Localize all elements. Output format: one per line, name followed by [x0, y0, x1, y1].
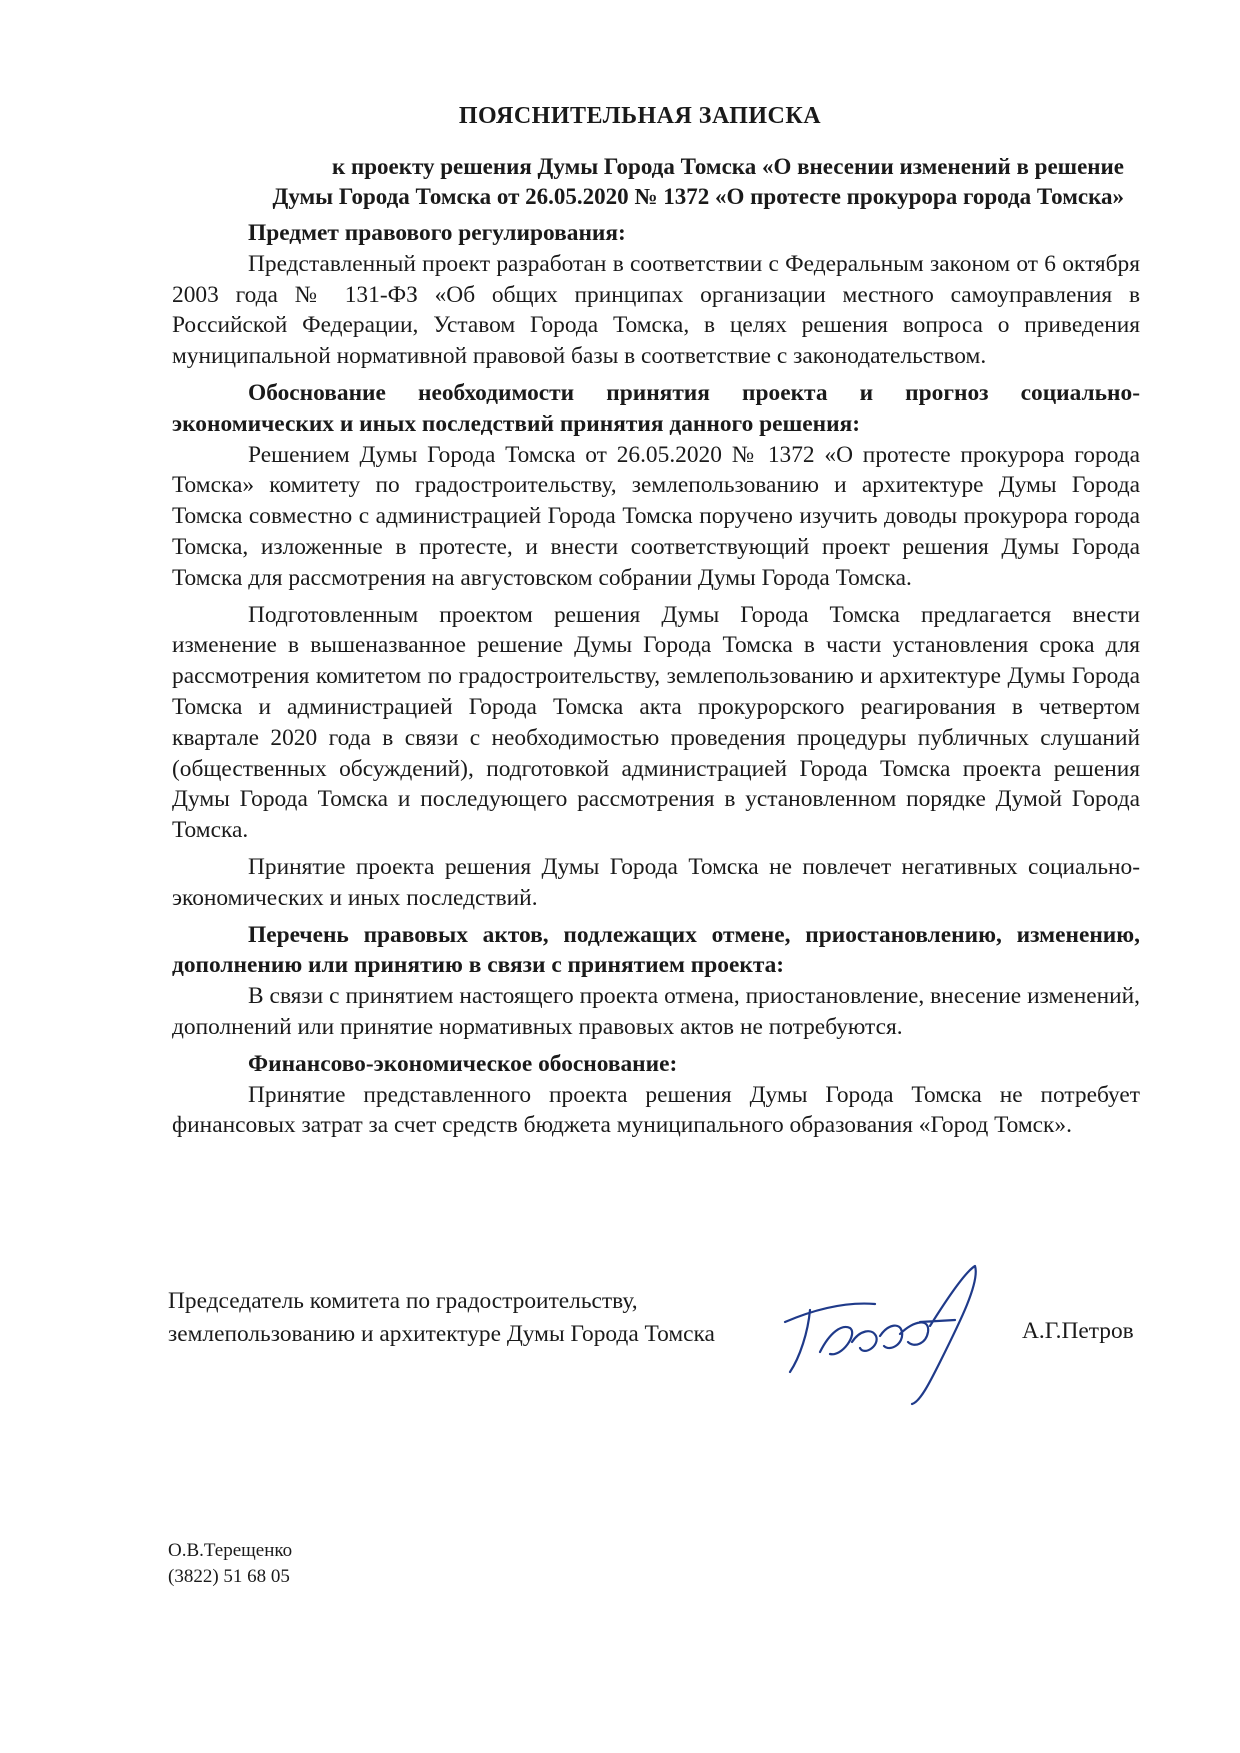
signer-position-line-2: землепользованию и архитектуре Думы Города Томска	[168, 1321, 715, 1347]
signer-position-line-1: Председатель комитета по градостроительству,	[168, 1288, 638, 1314]
executor-name: О.В.Терещенко	[168, 1540, 293, 1561]
document-body	[172, 218, 1140, 1141]
executor-info	[168, 1538, 292, 1590]
section-paragraph: Подготовленным проектом решения Думы Города Томска предлагается внести изменение в вышеназванное решение Думы Города Томска в части установления срока для рассмотрения комитетом по градостроительству, землепользованию и архитектуре Думы Города Томска и администрацией Города Томска акта прокурорского реагирования в четвертом квартале 2020 года в связи с необходимостью проведения процедуры публичных слушаний (общественных обсуждений), подготовкой администрацией Города Томска проекта решения Думы Города Томска и последующего рассмотрения в установленном порядке Думой Города Томска.	[172, 601, 1140, 844]
section-paragraph: Принятие проекта решения Думы Города Томска не повлечет негативных социально-экономических и иных последствий.	[172, 853, 1140, 911]
section-heading: Обоснование необходимости принятия проекта и прогноз социально-экономических и иных последствий принятия данного решения:	[172, 379, 1140, 437]
document-subtitle	[188, 152, 1124, 212]
section-heading: Предмет правового регулирования:	[248, 220, 626, 246]
section-paragraph: Представленный проект разработан в соответствии с Федеральным законом от 6 октября 2003 года № 131-ФЗ «Об общих принципах организации местного самоуправления в Российской Федерации, Уставом Города Томска, в целях решения вопроса о приведения муниципальной нормативной правовой базы в соответствие с законодательством.	[172, 250, 1140, 370]
section-paragraph: Решением Думы Города Томска от 26.05.2020 № 1372 «О протесте прокурора города Томска» комитету по градостроительству, землепользованию и архитектуре Думы Города Томска совместно с администрацией Города Томска поручено изучить доводы прокурора города Томска, изложенные в протесте, и внести соответствующий проект решения Думы Города Томска для рассмотрения на августовском собрании Думы Города Томска.	[172, 441, 1140, 591]
subtitle-line-1: к проекту решения Думы Города Томска «О внесении изменений в решение	[331, 154, 1124, 179]
executor-phone: (3822) 51 68 05	[168, 1566, 290, 1587]
document-title: ПОЯСНИТЕЛЬНАЯ ЗАПИСКА	[458, 103, 822, 129]
signature-stroke	[785, 1266, 976, 1404]
handwritten-signature	[780, 1262, 995, 1407]
signer-name: А.Г.Петров	[1022, 1318, 1134, 1344]
section-paragraph: В связи с принятием настоящего проекта отмена, приостановление, внесение изменений, дополнений или принятие нормативных правовых актов не потребуются.	[172, 983, 1140, 1040]
signer-position	[168, 1285, 715, 1351]
subtitle-line-2: Думы Города Томска от 26.05.2020 № 1372 «О протесте прокурора города Томска»	[272, 184, 1124, 209]
section-heading: Финансово-экономическое обоснование:	[248, 1050, 678, 1077]
section-heading: Перечень правовых актов, подлежащих отмене, приостановлению, изменению, дополнению или принятию в связи с принятием проекта:	[172, 921, 1140, 979]
section-paragraph: Принятие представленного проекта решения Думы Города Томска не потребует финансовых затрат за счет средств бюджета муниципального образования «Город Томск».	[172, 1081, 1140, 1139]
